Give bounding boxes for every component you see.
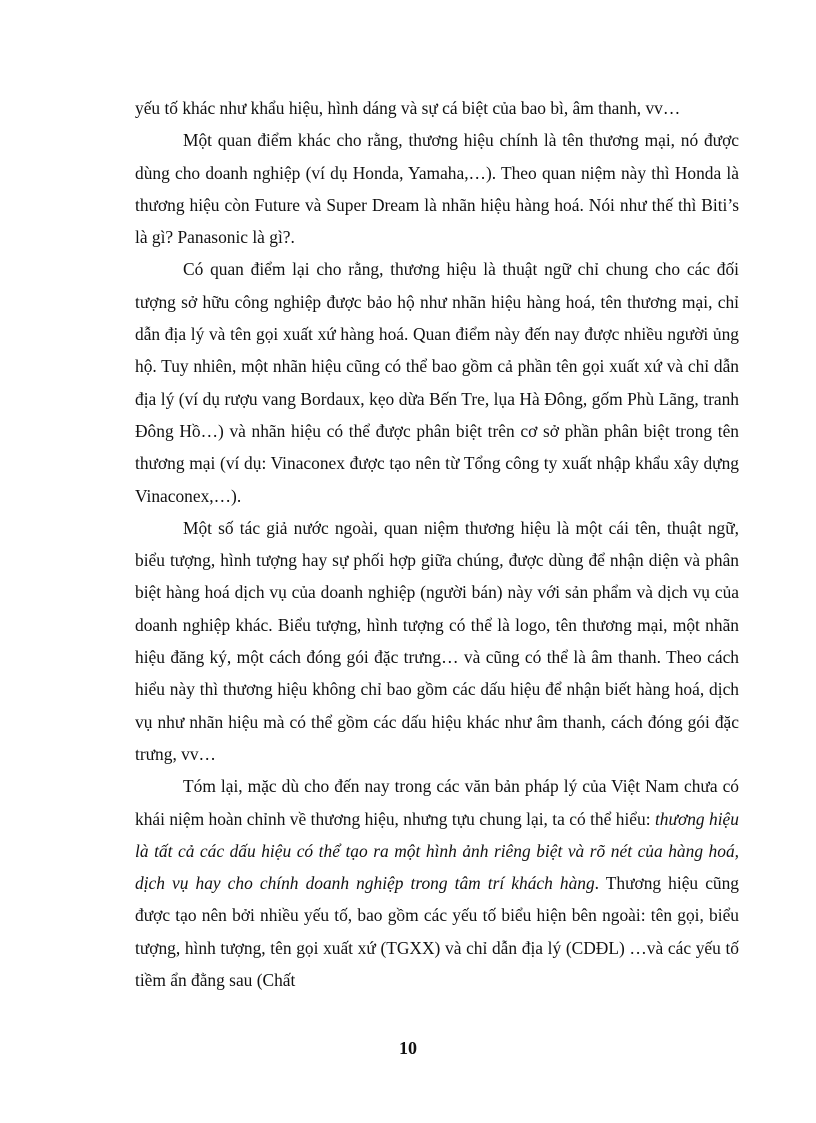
paragraph-conclusion <box>135 770 739 996</box>
conclusion-text-after: . Thương hiệu cũng được tạo nên bởi nhiều yếu tố, bao gồm các yếu tố biểu hiện bên ngoài: tên gọi, biểu tượng, hình tượng, tên gọi xuất xứ (TGXX) và chỉ dẫn địa lý (CDĐL) …và các yếu tố tiềm ẩn đằng sau (Chất <box>135 873 739 991</box>
paragraph-continuation: yếu tố khác như khẩu hiệu, hình dáng và sự cá biệt của bao bì, âm thanh, vv… <box>135 98 681 118</box>
brand-definition-italic: thương hiệu là tất cả các dấu hiệu có thể tạo ra một hình ảnh riêng biệt và rõ nét của hàng hoá, dịch vụ hay cho chính doanh nghiệp trong tâm trí khách hàng <box>135 808 739 894</box>
paragraph-brand-trade-name: Một quan điểm khác cho rằng, thương hiệu chính là tên thương mại, nó được dùng cho doanh nghiệp (ví dụ Honda, Yamaha,…). Theo quan niệm này thì Honda là thương hiệu còn Future và Super Dream là nhãn hiệu hàng hoá. Nói như thế thì Biti’s là gì? Panasonic là gì?. <box>135 130 739 248</box>
paragraph-industrial-property: Có quan điểm lại cho rằng, thương hiệu là thuật ngữ chỉ chung cho các đối tượng sở hữu công nghiệp được bảo hộ như nhãn hiệu hàng hoá, tên thương mại, chỉ dẫn địa lý và tên gọi xuất xứ hàng hoá. Quan điểm này đến nay được nhiều người ủng hộ. Tuy nhiên, một nhãn hiệu cũng có thể bao gồm cả phần tên gọi xuất xứ và chỉ dẫn địa lý (ví dụ rượu vang Bordaux, kẹo dừa Bến Tre, lụa Hà Đông, gốm Phù Lãng, tranh Đông Hồ…) và nhãn hiệu có thể được phân biệt trên cơ sở phần phân biệt trong tên thương mại (ví dụ: Vinaconex được tạo nên từ Tổng công ty xuất nhập khẩu xây dựng Vinaconex,…). <box>135 259 739 506</box>
paragraph-foreign-authors: Một số tác giả nước ngoài, quan niệm thương hiệu là một cái tên, thuật ngữ, biểu tượng, hình tượng hay sự phối hợp giữa chúng, được dùng để nhận diện và phân biệt hàng hoá dịch vụ của doanh nghiệp (người bán) này với sản phẩm và dịch vụ của doanh nghiệp khác. Biểu tượng, hình tượng có thể là logo, tên thương mại, một nhãn hiệu đăng ký, một cách đóng gói đặc trưng… và cũng có thể là âm thanh. Theo cách hiểu này thì thương hiệu không chỉ bao gồm các dấu hiệu để nhận biết hàng hoá, dịch vụ như nhãn hiệu mà có thể gồm các dấu hiệu khác như âm thanh, cách đóng gói đặc trưng, vv… <box>135 517 739 764</box>
page-number: 10 <box>399 1038 417 1058</box>
body-text <box>135 92 739 996</box>
conclusion-text-before: Tóm lại, mặc dù cho đến nay trong các văn bản pháp lý của Việt Nam chưa có khái niệm hoàn chỉnh về thương hiệu, nhưng tựu chung lại, ta có thể hiểu: <box>135 776 739 829</box>
